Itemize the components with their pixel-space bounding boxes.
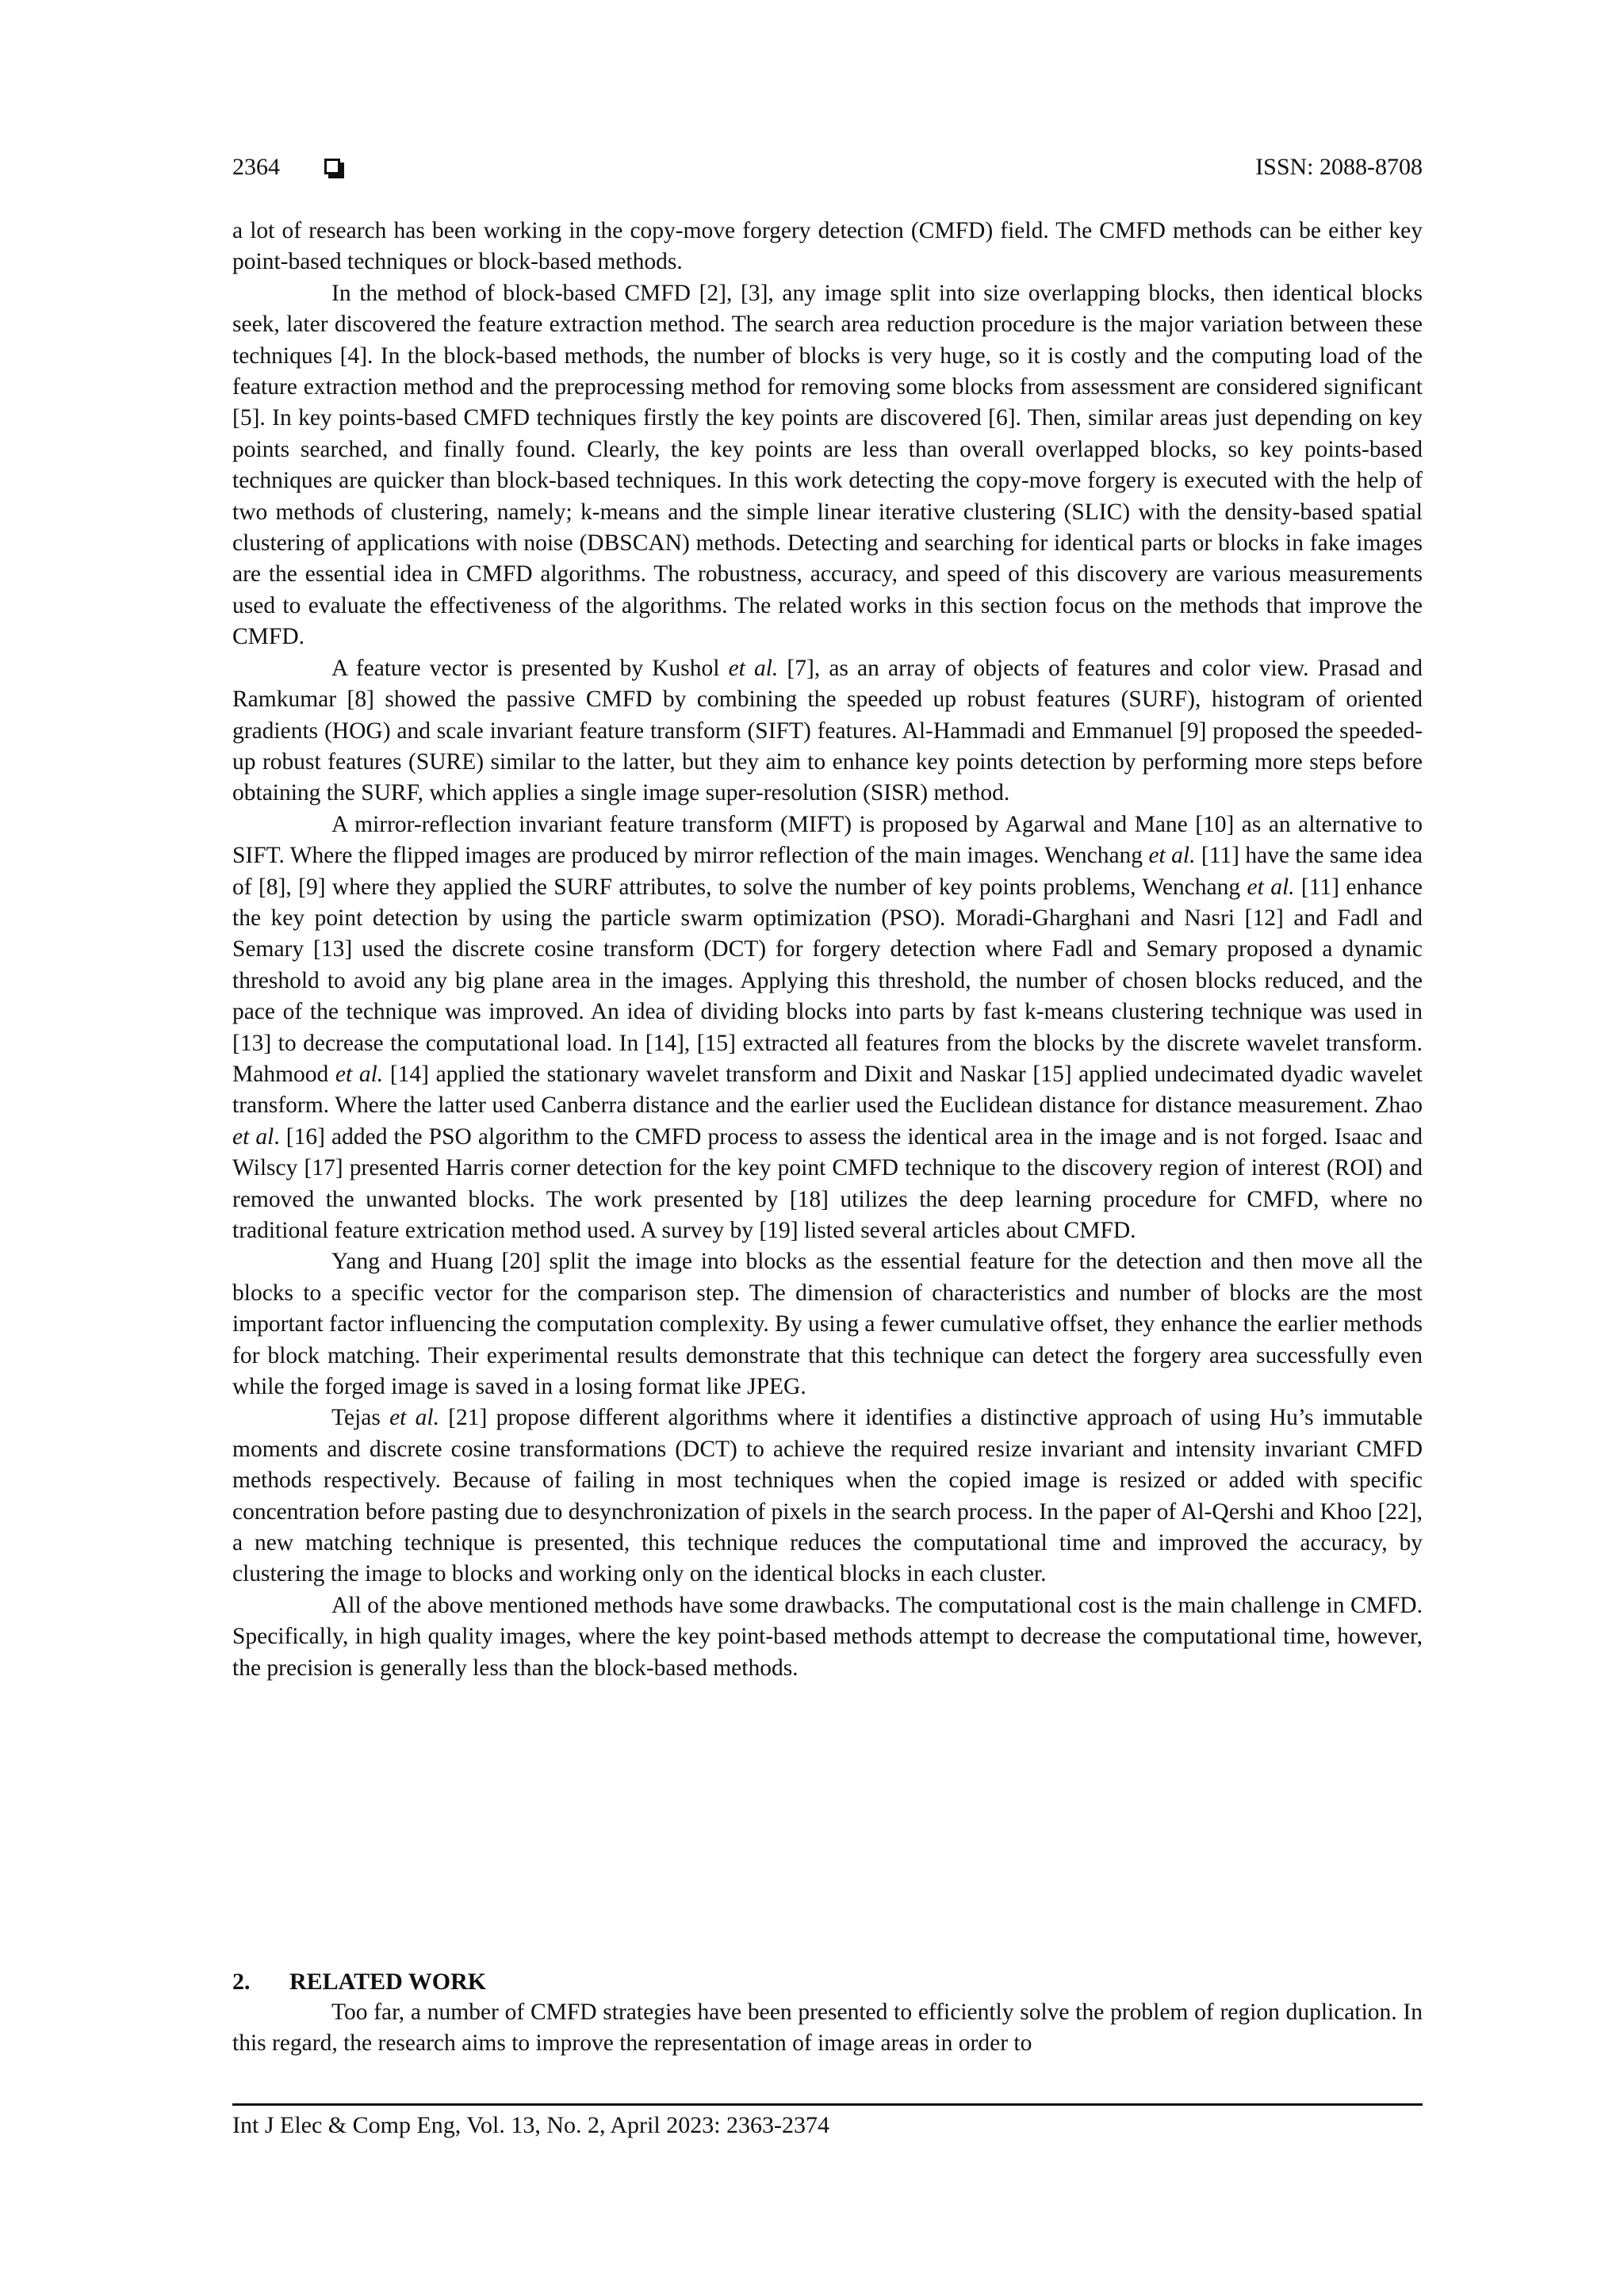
paragraph-text: [7], as an array of objects of features and color view. Prasad and Ramkumar [8] showed the passive CMFD by combining the speeded up robust features (SURF), histogram of oriented gradients (HOG) and scale invariant feature transform (SIFT) features. Al-Hammadi and Emmanuel [9] proposed the speeded-up robust features (SURE) similar to the latter, but they aim to enhance key points detection by performing more steps before obtaining the SURF, which applies a single image super-resolution (SISR) method. [232, 655, 1423, 806]
paragraph-text: [11] enhance the key point detection by using the particle swarm optimization (PSO). Moradi-Gharghani and Nasri [12] and Fadl and Semary [13] used the discrete cosine transform (DCT) for forgery detection where Fadl and Semary proposed a dynamic threshold to avoid any big plane area in the images. Applying this threshold, the number of chosen blocks reduced, and the pace of the technique was improved. An idea of dividing blocks into parts by fast k-means clustering technique was used in [13] to decrease the computational load. In [14], [15] extracted all features from the blocks by the discrete wavelet transform. Mahmood [232, 874, 1423, 1087]
paragraph [232, 1590, 1423, 1684]
section-body [232, 1997, 1423, 2060]
section-heading [232, 1966, 486, 1997]
paragraph-text: A mirror-reflection invariant feature transform (MIFT) is proposed by Agarwal and Mane [10] as an alternative to SIFT. Where the flipped images are produced by mirror reflection of the main images. Wenchang [232, 811, 1423, 869]
paragraph-text: a lot of research has been working in the copy-move forgery detection (CMFD) field. The CMFD methods can be either key point-based techniques or block-based methods. [232, 218, 1423, 275]
paragraph-text: [14] applied the stationary wavelet transform and Dixit and Naskar [15] applied undecimated dyadic wavelet transform. Where the latter used Canberra distance and the earlier used the Euclidean distance for distance measurement. Zhao [232, 1061, 1423, 1119]
square-bullet-icon [324, 159, 340, 174]
footer-citation: Int J Elec & Comp Eng, Vol. 13, No. 2, April 2023: 2363-2374 [232, 2112, 830, 2138]
paragraph [232, 216, 1423, 278]
paragraph-text: All of the above mentioned methods have some drawbacks. The computational cost is the main challenge in CMFD. Specifically, in high quality images, where the key point-based methods attempt to decrease the computational time, however, the precision is generally less than the block-based methods. [232, 1592, 1423, 1681]
paragraph [232, 1402, 1423, 1590]
paragraph [232, 653, 1423, 809]
issn-header: ISSN: 2088-8708 [1255, 154, 1423, 180]
paragraph [232, 278, 1423, 653]
italic-text: et al. [1148, 843, 1196, 869]
page-number: 2364 [232, 154, 280, 180]
section-paragraph: Too far, a number of CMFD strategies have been presented to efficiently solve the problem of region duplication. In this regard, the research aims to improve the representation of image areas in order to [232, 1999, 1423, 2057]
section-title: RELATED WORK [289, 1969, 487, 1995]
paragraph-text: A feature vector is presented by Kushol [331, 655, 729, 681]
paragraph-text: Tejas [331, 1405, 390, 1431]
section-number: 2. [232, 1969, 251, 1995]
paragraph-text: In the method of block-based CMFD [2], [3], any image split into size overlapping blocks, then identical blocks seek, later discovered the feature extraction method. The search area reduction procedure is the major variation between these techniques [4]. In the block-based methods, the number of blocks is very huge, so it is costly and the computing load of the feature extraction method and the preprocessing method for removing some blocks from assessment are considered significant [5]. In key points-based CMFD techniques firstly the key points are discovered [6]. Then, similar areas just depending on key points searched, and finally found. Clearly, the key points are less than overall overlapped blocks, so key points-based techniques are quicker than block-based techniques. In this work detecting the copy-move forgery is executed with the help of two methods of clustering, namely; k-means and the simple linear iterative clustering (SLIC) with the density-based spatial clustering of applications with noise (DBSCAN) methods. Detecting and searching for identical parts or blocks in fake images are the essential idea in CMFD algorithms. The robustness, accuracy, and speed of this discovery are various measurements used to evaluate the effectiveness of the algorithms. The related works in this section focus on the methods that improve the CMFD. [232, 280, 1423, 650]
body-text [232, 216, 1423, 1684]
italic-text: et al. [389, 1405, 439, 1431]
italic-text: et al. [728, 655, 779, 681]
italic-text: et al. [1247, 874, 1295, 900]
paragraph-text: [21] propose different algorithms where it identifies a distinctive approach of using Hu’s immutable moments and discrete cosine transformations (DCT) to achieve the required resize invariant and intensity invariant CMFD methods respectively. Because of failing in most techniques when the copied image is resized or added with specific concentration before pasting due to desynchronization of pixels in the search process. In the paper of Al-Qershi and Khoo [22], a new matching technique is presented, this technique reduces the computational time and improved the accuracy, by clustering the image to blocks and working only on the identical blocks in each cluster. [232, 1405, 1423, 1587]
paragraph [232, 809, 1423, 1247]
italic-text: et al [232, 1123, 274, 1150]
paragraph-text: . [16] added the PSO algorithm to the CMFD process to assess the identical area in the image and is not forged. Isaac and Wilscy [17] presented Harris corner detection for the key point CMFD technique to the discovery region of interest (ROI) and removed the unwanted blocks. The work presented by [18] utilizes the deep learning procedure for CMFD, where no traditional feature extrication method used. A survey by [19] listed several articles about CMFD. [232, 1123, 1423, 1243]
paragraph-text: Yang and Huang [20] split the image into blocks as the essential feature for the detection and then move all the blocks to a specific vector for the comparison step. The dimension of characteristics and number of blocks are the most important factor influencing the computation complexity. By using a fewer cumulative offset, they enhance the earlier methods for block matching. Their experimental results demonstrate that this technique can detect the forgery area successfully even while the forged image is saved in a losing format like JPEG. [232, 1249, 1423, 1400]
paragraph [232, 1246, 1423, 1402]
paragraph-text: [11] have the same idea of [8], [9] where they applied the SURF attributes, to solve the number of key points problems, Wenchang [232, 843, 1423, 900]
footer-rule [232, 2103, 1423, 2106]
italic-text: et al. [335, 1061, 384, 1087]
